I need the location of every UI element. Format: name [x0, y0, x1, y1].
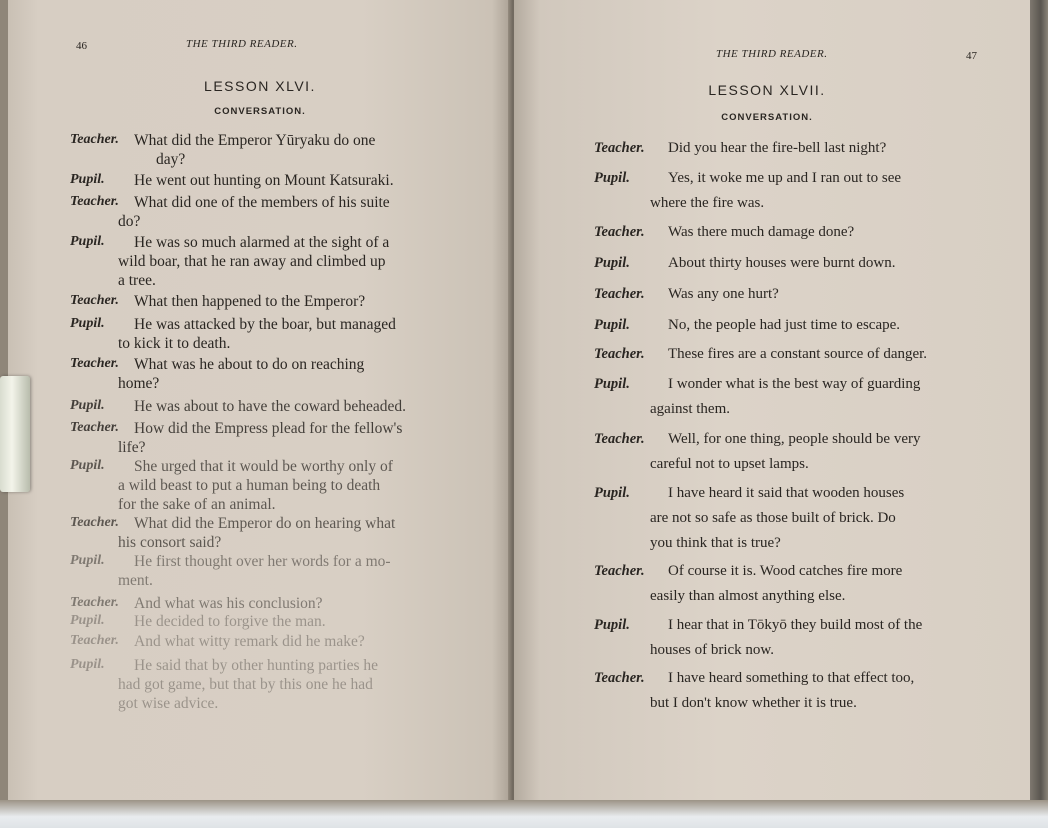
- speaker-label: Pupil.: [70, 316, 105, 331]
- dialogue-entry: [594, 140, 1032, 165]
- speaker-label: Pupil.: [70, 657, 105, 672]
- page-number: 46: [76, 40, 87, 52]
- dialogue-line: got wise advice.: [118, 695, 219, 712]
- dialogue-line: Well, for one thing, people should be very: [668, 431, 921, 447]
- speaker-label: Teacher.: [70, 633, 119, 648]
- dialogue-line: his consort said?: [118, 534, 222, 551]
- speaker-label: Pupil.: [70, 234, 105, 249]
- dialogue-entry: [594, 170, 1032, 220]
- speaker-label: Pupil.: [594, 255, 630, 271]
- dialogue-line: you think that is true?: [650, 535, 781, 551]
- speaker-label: Pupil.: [594, 376, 630, 392]
- speaker-label: Teacher.: [70, 595, 119, 610]
- lesson-subtitle: CONVERSATION.: [214, 106, 306, 117]
- dialogue-line: a wild beast to put a human being to death: [118, 477, 381, 494]
- speaker-label: Pupil.: [70, 613, 105, 628]
- dialogue-entry: [70, 172, 510, 191]
- left-page: [8, 0, 512, 808]
- dialogue-line: are not so safe as those built of brick. Do: [650, 510, 896, 526]
- dialogue-entry: [594, 224, 1032, 249]
- dialogue-line: I wonder what is the best way of guarding: [668, 376, 921, 392]
- speaker-label: Teacher.: [70, 194, 119, 209]
- lesson-subtitle: CONVERSATION.: [721, 112, 813, 123]
- running-header: THE THIRD READER.: [186, 38, 298, 50]
- speaker-label: Pupil.: [70, 458, 105, 473]
- dialogue-line: What was he about to do on reaching: [134, 356, 365, 373]
- dialogue-line: What then happened to the Emperor?: [134, 293, 366, 310]
- dialogue-line: houses of brick now.: [650, 642, 775, 658]
- right-page: [514, 0, 1032, 808]
- dialogue-line: She urged that it would be worthy only of: [134, 458, 393, 475]
- dialogue-line: I hear that in Tōkyō they build most of the: [668, 617, 923, 633]
- dialogue-line: had got game, but that by this one he had: [118, 676, 373, 693]
- dialogue-line: careful not to upset lamps.: [650, 456, 809, 472]
- dialogue-entry: [70, 234, 510, 291]
- dialogue-entry: [70, 356, 510, 394]
- dialogue-entry: [70, 633, 510, 652]
- dialogue-line: He was attacked by the boar, but managed: [134, 316, 396, 333]
- table-surface: [0, 800, 1048, 828]
- speaker-label: Teacher.: [70, 132, 119, 147]
- dialogue-line: Was any one hurt?: [668, 286, 779, 302]
- speaker-label: Teacher.: [70, 515, 119, 530]
- dialogue-line: day?: [156, 151, 186, 168]
- lesson-title: LESSON XLVII.: [708, 82, 826, 98]
- speaker-label: Teacher.: [594, 224, 645, 240]
- page-clip: [0, 376, 30, 492]
- speaker-label: Teacher.: [594, 563, 645, 579]
- dialogue-line: but I don't know whether it is true.: [650, 695, 857, 711]
- dialogue-line: No, the people had just time to escape.: [668, 317, 901, 333]
- dialogue-entry: [70, 613, 510, 632]
- dialogue-entry: [70, 595, 510, 614]
- dialogue-entry: [70, 515, 510, 553]
- dialogue-line: About thirty houses were burnt down.: [668, 255, 896, 271]
- dialogue-line: What did one of the members of his suite: [134, 194, 390, 211]
- speaker-label: Pupil.: [70, 172, 105, 187]
- dialogue-line: These fires are a constant source of danger.: [668, 346, 928, 362]
- dialogue-entry: [70, 194, 510, 232]
- dialogue-entry: [594, 317, 1032, 342]
- speaker-label: Teacher.: [594, 670, 645, 686]
- dialogue-line: home?: [118, 375, 160, 392]
- dialogue-line: Was there much damage done?: [668, 224, 855, 240]
- speaker-label: Pupil.: [70, 553, 105, 568]
- dialogue-line: How did the Empress plead for the fellow's: [134, 420, 403, 437]
- speaker-label: Teacher.: [70, 420, 119, 435]
- dialogue-entry: [594, 617, 1032, 667]
- dialogue-entry: [594, 286, 1032, 311]
- dialogue-line: for the sake of an animal.: [118, 496, 276, 513]
- speaker-label: Teacher.: [594, 140, 645, 156]
- dialogue-line: Did you hear the fire-bell last night?: [668, 140, 887, 156]
- speaker-label: Pupil.: [594, 485, 630, 501]
- dialogue-entry: [70, 316, 510, 354]
- speaker-label: Pupil.: [594, 317, 630, 333]
- dialogue-line: Of course it is. Wood catches fire more: [668, 563, 903, 579]
- speaker-label: Pupil.: [594, 170, 630, 186]
- dialogue-line: What did the Emperor Yūryaku do one: [134, 132, 376, 149]
- dialogue-entry: [70, 132, 510, 170]
- dialogue-line: ment.: [118, 572, 153, 589]
- dialogue-line: What did the Emperor do on hearing what: [134, 515, 396, 532]
- speaker-label: Teacher.: [594, 431, 645, 447]
- dialogue-line: where the fire was.: [650, 195, 765, 211]
- dialogue-line: He was so much alarmed at the sight of a: [134, 234, 390, 251]
- dialogue-line: He went out hunting on Mount Katsuraki.: [134, 172, 394, 189]
- dialogue-line: to kick it to death.: [118, 335, 231, 352]
- speaker-label: Teacher.: [70, 356, 119, 371]
- dialogue-entry: [594, 431, 1032, 481]
- dialogue-line: a tree.: [118, 272, 156, 289]
- dialogue-entry: [594, 563, 1032, 613]
- dialogue-entry: [594, 485, 1032, 560]
- dialogue-entry: [70, 458, 510, 515]
- dialogue-entry: [594, 376, 1032, 426]
- dialogue-line: easily than almost anything else.: [650, 588, 846, 604]
- dialogue-line: He first thought over her words for a mo-: [134, 553, 391, 570]
- dialogue-entry: [70, 553, 510, 591]
- lesson-title: LESSON XLVI.: [204, 78, 316, 94]
- dialogue-line: And what was his conclusion?: [134, 595, 323, 612]
- dialogue-entry: [594, 670, 1032, 720]
- speaker-label: Teacher.: [70, 293, 119, 308]
- dialogue-line: I have heard something to that effect too,: [668, 670, 915, 686]
- page-number: 47: [966, 50, 977, 62]
- dialogue-line: He decided to forgive the man.: [134, 613, 326, 630]
- running-header: THE THIRD READER.: [716, 48, 828, 60]
- dialogue-line: life?: [118, 439, 146, 456]
- dialogue-line: And what witty remark did he make?: [134, 633, 365, 650]
- dialogue-entry: [70, 293, 510, 312]
- book-edge: [1030, 0, 1048, 800]
- speaker-label: Pupil.: [70, 398, 105, 413]
- dialogue-entry: [70, 657, 510, 714]
- speaker-label: Teacher.: [594, 286, 645, 302]
- dialogue-line: He was about to have the coward beheaded.: [134, 398, 406, 415]
- dialogue-entry: [594, 346, 1032, 371]
- dialogue-line: Yes, it woke me up and I ran out to see: [668, 170, 902, 186]
- dialogue-line: do?: [118, 213, 141, 230]
- dialogue-entry: [70, 420, 510, 458]
- dialogue-line: I have heard it said that wooden houses: [668, 485, 905, 501]
- dialogue-entry: [70, 398, 510, 417]
- speaker-label: Pupil.: [594, 617, 630, 633]
- dialogue-entry: [594, 255, 1032, 280]
- speaker-label: Teacher.: [594, 346, 645, 362]
- dialogue-line: He said that by other hunting parties he: [134, 657, 379, 674]
- dialogue-line: wild boar, that he ran away and climbed up: [118, 253, 386, 270]
- dialogue-line: against them.: [650, 401, 730, 417]
